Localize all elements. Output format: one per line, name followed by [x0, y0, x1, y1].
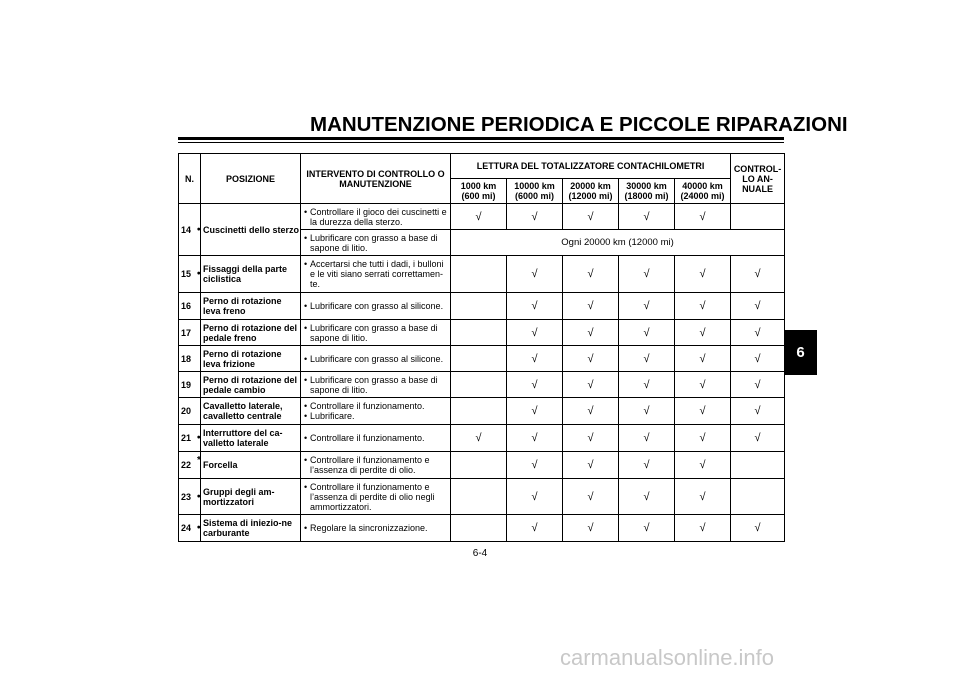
row-position: Gruppi degli am-mortizzatori: [201, 479, 301, 515]
row-action: • Regolare la sincronizzazione.: [301, 515, 451, 542]
row-action: • Lubrificare con grasso a base di sapone di litio.: [301, 320, 451, 346]
check-mark: √: [619, 372, 675, 398]
table-row: [179, 320, 785, 346]
page-number: 6-4: [472, 548, 488, 559]
row-position: Perno di rotazione leva frizione: [201, 346, 301, 372]
row-number: 22 *: [179, 452, 201, 479]
check-mark: √: [451, 425, 507, 452]
table-row: [179, 346, 785, 372]
check-mark: √: [675, 515, 731, 542]
table-row: [179, 256, 785, 293]
check-mark: √: [563, 293, 619, 320]
row-action: • Accertarsi che tutti i dadi, i bulloni e le viti siano serrati correttamen-te.: [301, 256, 451, 293]
row-action: • Controllare il funzionamento. • Lubrificare.: [301, 398, 451, 425]
table-row: [179, 452, 785, 479]
interval-note: Ogni 20000 km (12000 mi): [451, 230, 785, 256]
check-mark: √: [731, 256, 785, 293]
check-mark: √: [507, 372, 563, 398]
check-mark: √: [507, 204, 563, 230]
empty-cell: [451, 452, 507, 479]
row-position: Fissaggi della parte ciclistica: [201, 256, 301, 293]
row-position: Perno di rotazione leva freno: [201, 293, 301, 320]
row-number: 16: [179, 293, 201, 320]
check-mark: √: [675, 479, 731, 515]
check-mark: √: [675, 398, 731, 425]
row-position: Interruttore del ca-valletto laterale: [201, 425, 301, 452]
check-mark: √: [675, 346, 731, 372]
empty-cell: [731, 204, 785, 230]
row-position: Perno di rotazione del pedale cambio: [201, 372, 301, 398]
check-mark: √: [507, 452, 563, 479]
row-action: • Controllare il gioco dei cuscinetti e la durezza della sterzo.: [301, 204, 451, 230]
check-mark: √: [731, 293, 785, 320]
table-row: [179, 398, 785, 425]
check-mark: √: [563, 346, 619, 372]
row-position: Perno di rotazione del pedale freno: [201, 320, 301, 346]
col-header-30000km: 30000 km (18000 mi): [619, 179, 675, 204]
table-row: [179, 479, 785, 515]
page-title: MANUTENZIONE PERIODICA E PICCOLE RIPARAZIONI: [310, 113, 848, 136]
empty-cell: [451, 372, 507, 398]
maintenance-table: [178, 153, 785, 542]
watermark: carmanualsonline.info: [560, 645, 775, 670]
check-mark: √: [675, 452, 731, 479]
row-action: • Lubrificare con grasso a base di sapone di litio.: [301, 230, 451, 256]
check-mark: √: [507, 479, 563, 515]
header-row-1: [179, 154, 785, 179]
check-mark: √: [507, 398, 563, 425]
table-row: [179, 293, 785, 320]
row-number: 18: [179, 346, 201, 372]
check-mark: √: [563, 452, 619, 479]
check-mark: √: [731, 320, 785, 346]
row-position: Sistema di iniezio-ne carburante: [201, 515, 301, 542]
empty-cell: [451, 293, 507, 320]
check-mark: √: [451, 204, 507, 230]
section-tab: 6: [784, 330, 817, 375]
check-mark: √: [619, 204, 675, 230]
empty-cell: [731, 452, 785, 479]
col-header-40000km: 40000 km (24000 mi): [675, 179, 731, 204]
col-header-10000km: 10000 km (6000 mi): [507, 179, 563, 204]
col-header-position: POSIZIONE: [201, 154, 301, 204]
check-mark: √: [675, 256, 731, 293]
check-mark: √: [563, 256, 619, 293]
check-mark: √: [675, 320, 731, 346]
check-mark: √: [619, 293, 675, 320]
check-mark: √: [619, 256, 675, 293]
check-mark: √: [563, 425, 619, 452]
col-header-20000km: 20000 km (12000 mi): [563, 179, 619, 204]
check-mark: √: [731, 398, 785, 425]
row-action: • Controllare il funzionamento.: [301, 425, 451, 452]
check-mark: √: [731, 346, 785, 372]
title-rule-thick: [178, 137, 784, 140]
row-number: 17: [179, 320, 201, 346]
check-mark: √: [563, 320, 619, 346]
title-rule-thin: [178, 142, 784, 143]
check-mark: √: [619, 398, 675, 425]
col-header-odometer: LETTURA DEL TOTALIZZATORE CONTACHILOMETRI: [451, 154, 731, 179]
check-mark: √: [619, 346, 675, 372]
table-row: [179, 515, 785, 542]
check-mark: √: [563, 204, 619, 230]
check-mark: √: [563, 479, 619, 515]
check-mark: √: [619, 425, 675, 452]
check-mark: √: [619, 452, 675, 479]
table-row: [179, 372, 785, 398]
row-number: 15 •: [179, 256, 201, 293]
row-position: Forcella: [201, 452, 301, 479]
row-number: 21 •: [179, 425, 201, 452]
row-number: 14 •: [179, 204, 201, 256]
check-mark: √: [507, 346, 563, 372]
check-mark: √: [507, 320, 563, 346]
check-mark: √: [675, 425, 731, 452]
check-mark: √: [619, 479, 675, 515]
table-row: [179, 204, 785, 230]
check-mark: √: [563, 372, 619, 398]
row-action: • Lubrificare con grasso al silicone.: [301, 293, 451, 320]
empty-cell: [731, 479, 785, 515]
row-action: • Lubrificare con grasso a base di sapone di litio.: [301, 372, 451, 398]
check-mark: √: [619, 320, 675, 346]
col-header-action: INTERVENTO DI CONTROLLO O MANUTENZIONE: [301, 154, 451, 204]
row-number: 19: [179, 372, 201, 398]
row-action: • Controllare il funzionamento e l’assenza di perdite di olio.: [301, 452, 451, 479]
row-position: Cavalletto laterale, cavalletto centrale: [201, 398, 301, 425]
col-header-n: N.: [179, 154, 201, 204]
check-mark: √: [563, 515, 619, 542]
empty-cell: [451, 320, 507, 346]
row-number: 20: [179, 398, 201, 425]
check-mark: √: [619, 515, 675, 542]
table-row: [179, 425, 785, 452]
check-mark: √: [507, 293, 563, 320]
empty-cell: [451, 256, 507, 293]
check-mark: √: [675, 372, 731, 398]
check-mark: √: [731, 515, 785, 542]
check-mark: √: [731, 372, 785, 398]
empty-cell: [451, 346, 507, 372]
empty-cell: [451, 398, 507, 425]
empty-cell: [451, 515, 507, 542]
row-action: • Lubrificare con grasso al silicone.: [301, 346, 451, 372]
check-mark: √: [675, 293, 731, 320]
empty-cell: [451, 479, 507, 515]
check-mark: √: [563, 398, 619, 425]
check-mark: √: [507, 425, 563, 452]
row-action: • Controllare il funzionamento e l’assenza di perdite di olio negli ammortizzatori.: [301, 479, 451, 515]
row-number: 23 •: [179, 479, 201, 515]
col-header-1000km: 1000 km (600 mi): [451, 179, 507, 204]
row-number: 24 •: [179, 515, 201, 542]
check-mark: √: [731, 425, 785, 452]
col-header-annual: CONTROL-LO AN-NUALE: [731, 154, 785, 204]
check-mark: √: [507, 256, 563, 293]
check-mark: √: [507, 515, 563, 542]
check-mark: √: [675, 204, 731, 230]
row-position: Cuscinetti dello sterzo: [201, 204, 301, 256]
